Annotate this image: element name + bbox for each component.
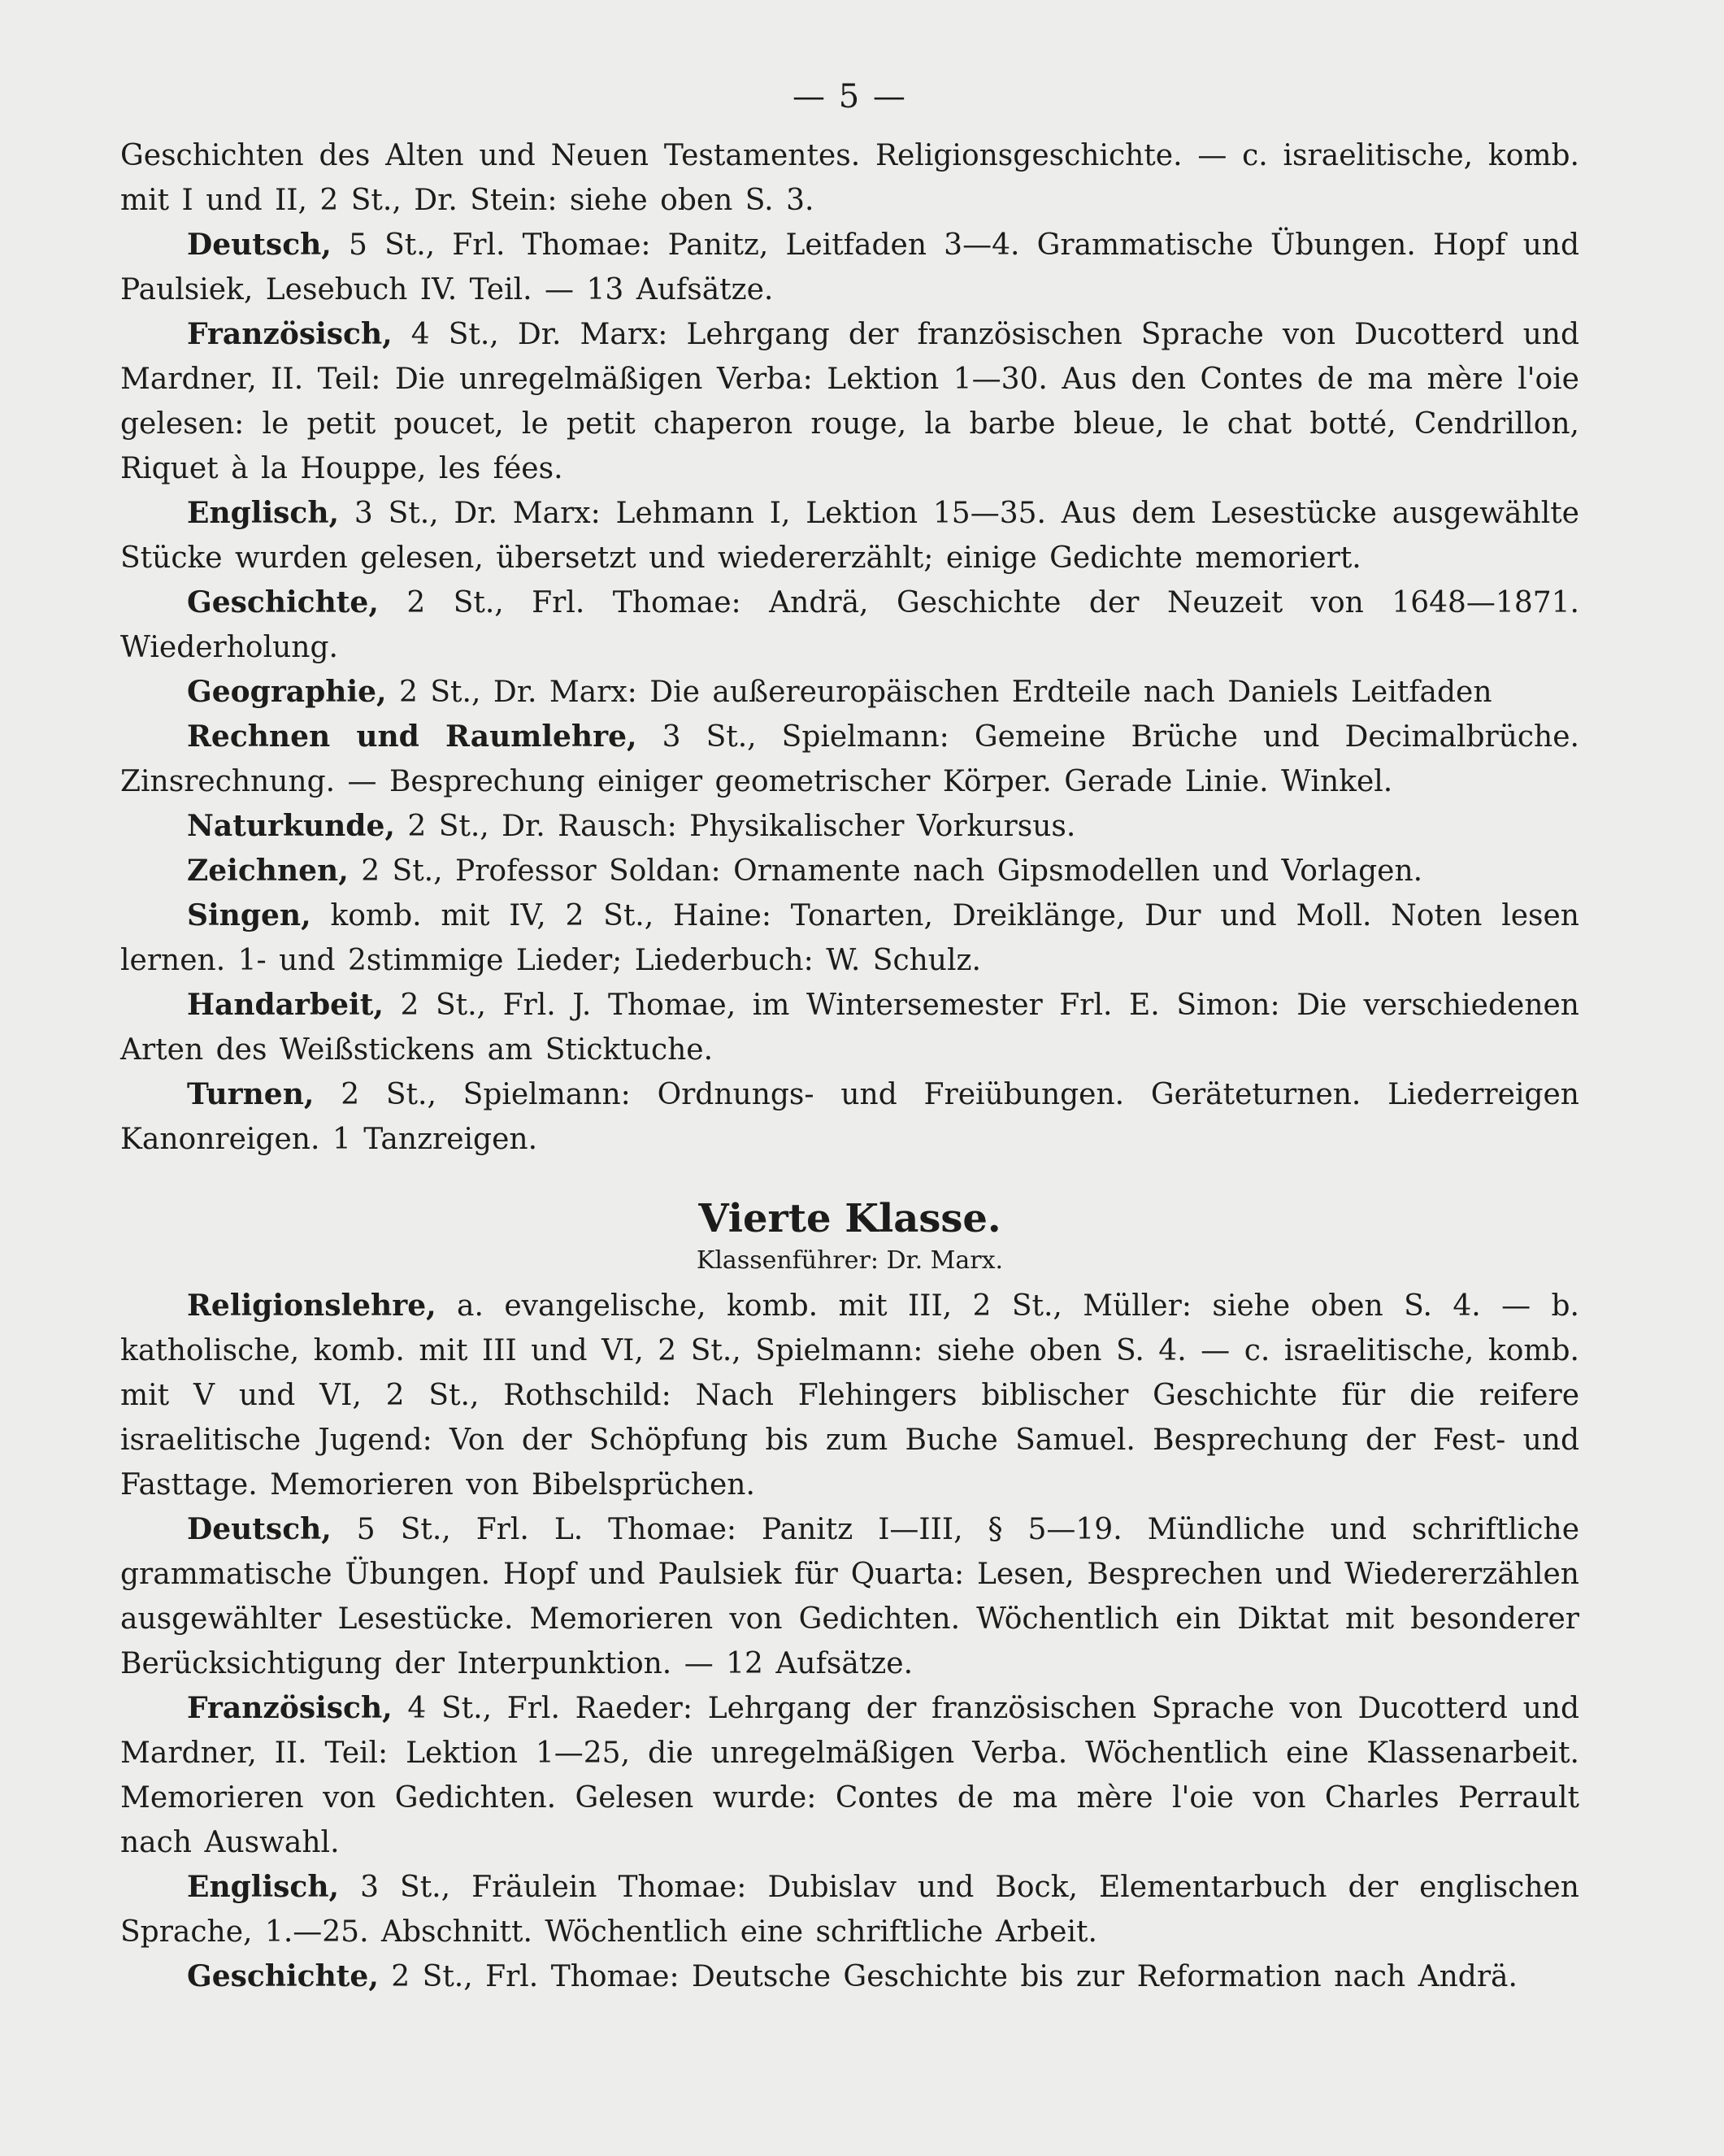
paragraph-text: 3 St., Spielmann: Gemeine Brüche und Decimalbrüche. Zinsrechnung. — Besprechung einiger geometrischer Körper. Gerade Linie. Winkel. [120,720,1579,798]
subject-heading: Singen, [187,898,311,932]
paragraph [120,715,1579,804]
paragraph-text: 5 St., Frl. L. Thomae: Panitz I—III, § 5—19. Mündliche und schriftliche grammatische Übungen. Hopf und Paulsiek für Quarta: Lesen, Besprechen und Wiedererzählen ausgewählter Lesestücke. Memorieren von Gedichten. Wöchentlich ein Diktat mit besonderer Berücksichtigung der Interpunktion. — 12 Aufsätze. [120,1513,1579,1680]
subject-heading: Deutsch, [187,228,332,262]
paragraph [120,1954,1579,1999]
bottom-paragraphs [120,1284,1579,1999]
paragraph [120,1686,1579,1865]
paragraph-text: 2 St., Dr. Rausch: Physikalischer Vorkursus. [394,810,1076,843]
paragraph-text: 2 St., Spielmann: Ordnungs- und Freiübungen. Geräteturnen. Liederreigen Kanonreigen. 1 Tanzreigen. [120,1078,1579,1156]
paragraph [120,670,1579,715]
paragraph [120,223,1579,312]
paragraph [120,1284,1579,1507]
top-paragraphs [120,133,1579,1162]
subject-heading: Französisch, [187,317,393,351]
paragraph-text: 3 St., Fräulein Thomae: Dubislav und Bock, Elementarbuch der englischen Sprache, 1.—25. Abschnitt. Wöchentlich eine schriftliche Arbeit. [120,1871,1579,1949]
paragraph [120,804,1579,849]
subject-heading: Englisch, [187,496,340,530]
paragraph-text: 2 St., Frl. Thomae: Deutsche Geschichte bis zur Reformation nach Andrä. [378,1960,1518,1993]
section-subtitle: Klassenführer: Dr. Marx. [696,1246,1004,1275]
paragraph [120,983,1579,1072]
paragraph-text: 3 St., Dr. Marx: Lehmann I, Lektion 15—35. Aus dem Lesestücke ausgewählte Stücke wurden gelesen, übersetzt und wiedererzählt; einige Gedichte memoriert. [120,497,1579,575]
subject-heading: Deutsch, [187,1512,332,1546]
subject-heading: Turnen, [187,1077,315,1111]
paragraph [120,491,1579,580]
paragraph-text: 2 St., Dr. Marx: Die außereuropäischen Erdteile nach Daniels Leitfaden [386,676,1492,709]
paragraph-text: Geschichten des Alten und Neuen Testamentes. Religionsgeschichte. — c. israelitische, komb. mit I und II, 2 St., Dr. Stein: siehe oben S. 3. [120,139,1579,217]
paragraph [120,849,1579,893]
paragraph-text: 4 St., Frl. Raeder: Lehrgang der französischen Sprache von Ducotterd und Mardner, II. Teil: Lektion 1—25, die unregelmäßigen Verba. Wöchentlich eine Klassenarbeit. Memorieren von Gedichten. Gelesen wurde: Contes de ma mère l'oie von Charles Perrault nach Auswahl. [120,1692,1579,1859]
paragraph-text: a. evangelische, komb. mit III, 2 St., Müller: siehe oben S. 4. — b. katholische, komb. mit III und VI, 2 St., Spielmann: siehe oben S. 4. — c. israelitische, komb. mit V und VI, 2 St., Rothschild: Nach Flehingers biblischer Geschichte für die reifere israelitische Jugend: Von der Schöpfung bis zum Buche Samuel. Besprechung der Fest- und Fasttage. Memorieren von Bibelsprüchen. [120,1289,1579,1502]
subject-heading: Französisch, [187,1691,393,1725]
paragraph-text: 2 St., Frl. Thomae: Andrä, Geschichte der Neuzeit von 1648—1871. Wiederholung. [120,586,1579,664]
paragraph-text: 2 St., Professor Soldan: Ornamente nach Gipsmodellen und Vorlagen. [348,854,1423,888]
paragraph [120,580,1579,670]
subject-heading: Geschichte, [187,585,379,619]
paragraph [120,1507,1579,1686]
paragraph-text: 5 St., Frl. Thomae: Panitz, Leitfaden 3—4. Grammatische Übungen. Hopf und Paulsiek, Lesebuch IV. Teil. — 13 Aufsätze. [120,228,1579,306]
paragraph-text: komb. mit IV, 2 St., Haine: Tonarten, Dreiklänge, Dur und Moll. Noten lesen lernen. 1- und 2stimmige Lieder; Liederbuch: W. Schulz. [120,899,1579,977]
subject-heading: Geographie, [187,675,387,709]
paragraph [120,312,1579,491]
subject-heading: Religionslehre, [187,1289,436,1323]
subject-heading: Geschichte, [187,1959,379,1993]
section-title: Vierte Klasse. [698,1196,1001,1241]
subject-heading: Englisch, [187,1870,340,1904]
paragraph [120,1072,1579,1162]
paragraph-text: 2 St., Frl. J. Thomae, im Wintersemester Frl. E. Simon: Die verschiedenen Arten des Weißstickens am Sticktuche. [120,989,1579,1067]
subject-heading: Handarbeit, [187,988,384,1022]
page-number: — 5 — [793,78,907,115]
subject-heading: Naturkunde, [187,809,395,843]
paragraph-text: 4 St., Dr. Marx: Lehrgang der französischen Sprache von Ducotterd und Mardner, II. Teil: Die unregelmäßigen Verba: Lektion 1—30. Aus den Contes de ma mère l'oie gelesen: le petit poucet, le petit chaperon rouge, la barbe bleue, le chat botté, Cendrillon, Riquet à la Houppe, les fées. [120,318,1579,485]
paragraph [120,1865,1579,1954]
subject-heading: Zeichnen, [187,854,349,888]
paragraph [120,893,1579,983]
subject-heading: Rechnen und Raumlehre, [187,719,637,754]
paragraph [120,133,1579,223]
